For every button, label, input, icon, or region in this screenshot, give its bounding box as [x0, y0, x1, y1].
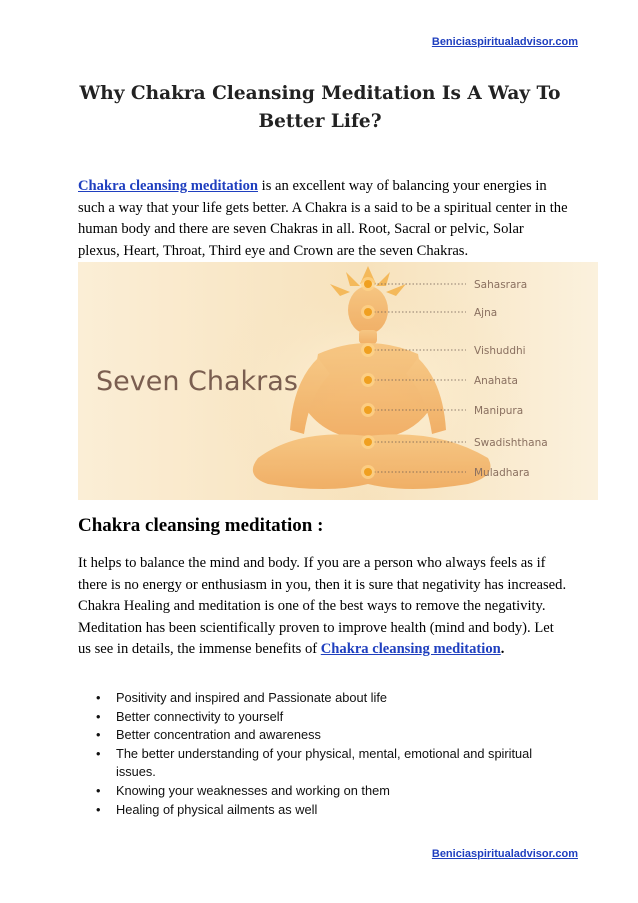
- chakra-dot-icon: [364, 468, 372, 476]
- section-chakra-link[interactable]: Chakra cleansing meditation: [320, 641, 501, 658]
- list-item-text: The better understanding of your physical, mental, emotional and spiritual issues.: [116, 745, 533, 780]
- list-item-text: Positivity and inspired and Passionate about life: [116, 690, 388, 705]
- list-item: [96, 689, 556, 708]
- intro-chakra-link[interactable]: Chakra cleansing meditation: [78, 178, 258, 194]
- list-item: [96, 726, 556, 745]
- chakra-dot-icon: [364, 308, 372, 316]
- section-paragraph: [78, 553, 568, 661]
- list-item: [96, 782, 556, 801]
- chakra-dot-icon: [364, 406, 372, 414]
- footer-site-link[interactable]: Beniciaspiritualadvisor.com: [431, 848, 578, 860]
- chakra-label: Muladhara: [474, 467, 530, 479]
- chakra-label: Vishuddhi: [474, 345, 526, 357]
- list-item-text: Better connectivity to yourself: [116, 708, 284, 724]
- intro-text: is an excellent way of balancing your energies in such a way that your life gets better. A Chakra is a said to be a spiritual center in the human body and there are seven Chakras in all. Root, Sacral or pelvic, Solar plexus, Heart, Throat, Third eye and Crown are the seven Chakras.: [78, 178, 568, 259]
- chakra-label: Ajna: [474, 307, 498, 319]
- title-line-2: Better Life?: [258, 111, 382, 132]
- bullet-icon: •: [96, 801, 101, 817]
- image-heading: Seven Chakras: [96, 366, 298, 397]
- benefits-list: [96, 689, 556, 819]
- section-text: It helps to balance the mind and body. If you are a person who always feels as if there is no energy or enthusiasm in you, then it is sure that negativity has increased. Chakra Healing and meditation is one of the best ways to remove the negativity. Meditation has been scientifically proven to improve health (mind and body). Let us see in details, the immense benefits of: [78, 555, 567, 658]
- chakra-label: Anahata: [474, 375, 518, 387]
- section-end: .: [500, 641, 505, 658]
- header-site-link[interactable]: Beniciaspiritualadvisor.com: [431, 36, 578, 48]
- list-item-text: Better concentration and awareness: [116, 727, 321, 743]
- article-title: [70, 80, 570, 136]
- bullet-icon: •: [96, 745, 101, 761]
- chakra-label: Manipura: [474, 405, 524, 417]
- bullet-icon: •: [96, 708, 101, 724]
- list-item-text: Knowing your weaknesses and working on them: [116, 782, 390, 798]
- chakra-dot-icon: [364, 438, 372, 446]
- chakra-label: Swadishthana: [474, 437, 548, 449]
- chakra-label: Sahasrara: [474, 279, 528, 291]
- title-line-1: Why Chakra Cleansing Meditation Is A Way To: [79, 83, 561, 104]
- list-item: [96, 745, 556, 782]
- bullet-icon: •: [96, 727, 101, 743]
- list-item-text: Healing of physical ailments as well: [116, 801, 318, 817]
- list-item: [96, 708, 556, 727]
- chakra-dot-icon: [364, 376, 372, 384]
- chakra-dot-icon: [364, 346, 372, 354]
- chakra-dot-icon: [364, 280, 372, 288]
- seven-chakras-image: [78, 262, 598, 500]
- bullet-icon: •: [96, 782, 101, 798]
- bullet-icon: •: [96, 690, 101, 705]
- list-item: [96, 801, 556, 820]
- intro-paragraph: [78, 176, 568, 262]
- section-heading: Chakra cleansing meditation :: [78, 515, 324, 536]
